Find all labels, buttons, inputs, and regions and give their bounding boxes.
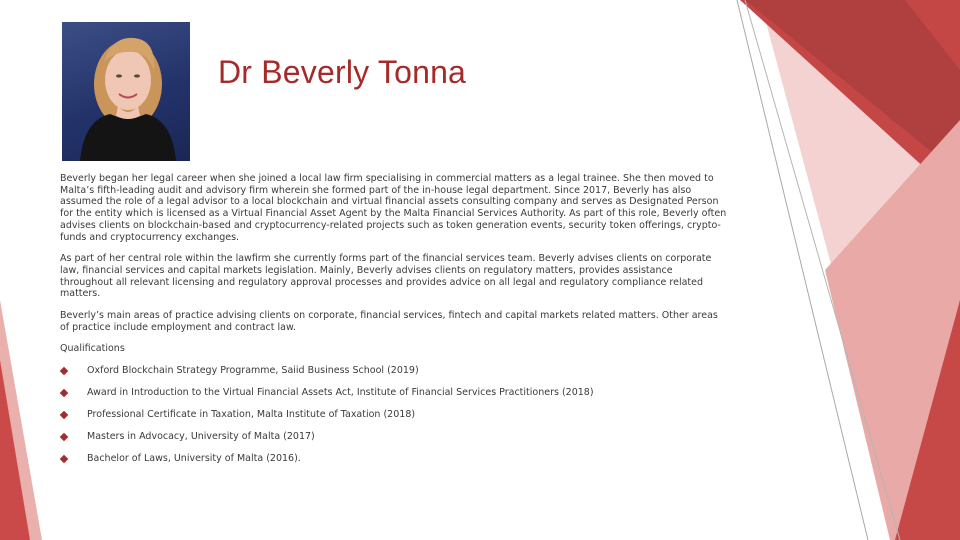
qualification-text: Award in Introduction to the Virtual Financial Assets Act, Institute of Financial Services Practitioners (2018) [87, 387, 594, 399]
qualification-text: Oxford Blockchain Strategy Programme, Saiid Business School (2019) [87, 365, 419, 377]
qualification-item [60, 387, 728, 409]
bio-content [60, 173, 728, 475]
diamond-bullet-icon [60, 433, 68, 441]
qualification-item [60, 409, 728, 431]
qualification-text: Masters in Advocacy, University of Malta (2017) [87, 431, 315, 443]
bio-paragraph-2: As part of her central role within the lawfirm she currently forms part of the financial services team. Beverly advises clients on corporate law, financial services and capital markets legislation. Mainly, Beverly advises clients on regulatory matters, provides assistance throughout all relevant licensing and regulatory approval processes and provides advice on all legal and regulatory compliance related matters. [60, 253, 712, 300]
qualifications-heading: Qualifications [60, 343, 125, 355]
qualification-text: Bachelor of Laws, University of Malta (2016). [87, 453, 301, 465]
qualification-item [60, 453, 728, 475]
diamond-bullet-icon [60, 411, 68, 419]
qualification-text: Professional Certificate in Taxation, Malta Institute of Taxation (2018) [87, 409, 416, 421]
shoulders-dress [80, 114, 176, 161]
diamond-bullet-icon [60, 455, 68, 463]
profile-photo [62, 22, 190, 161]
bio-paragraph-3: Beverly’s main areas of practice advising clients on corporate, financial services, fintech and capital markets related matters. Other areas of practice include employment and contract law. [60, 310, 718, 333]
qualifications-list [60, 365, 728, 475]
bio-paragraph-1: Beverly began her legal career when she joined a local law firm specialising in commercial matters as a legal trainee. She then moved to Malta’s fifth-leading audit and advisory firm wherein she formed part of the in-house legal department. Since 2017, Beverly has also assumed the role of a legal advisor to a local blockchain and virtual financial assets consulting company and serves as Designated Person for the entity which is licensed as a Virtual Financial Asset Agent by the Malta Financial Services Authority. As part of this role, Beverly often advises clients on blockchain-based and cryptocurrency-related projects such as token generation events, security token offerings, crypto-funds and cryptocurrency exchanges. [60, 173, 727, 243]
diamond-bullet-icon [60, 389, 68, 397]
eye-right [134, 74, 140, 77]
eye-left [116, 74, 122, 77]
diamond-bullet-icon [60, 367, 68, 375]
face [105, 50, 151, 110]
qualification-item [60, 365, 728, 387]
qualification-item [60, 431, 728, 453]
slide-title: Dr Beverly Tonna [218, 54, 467, 90]
